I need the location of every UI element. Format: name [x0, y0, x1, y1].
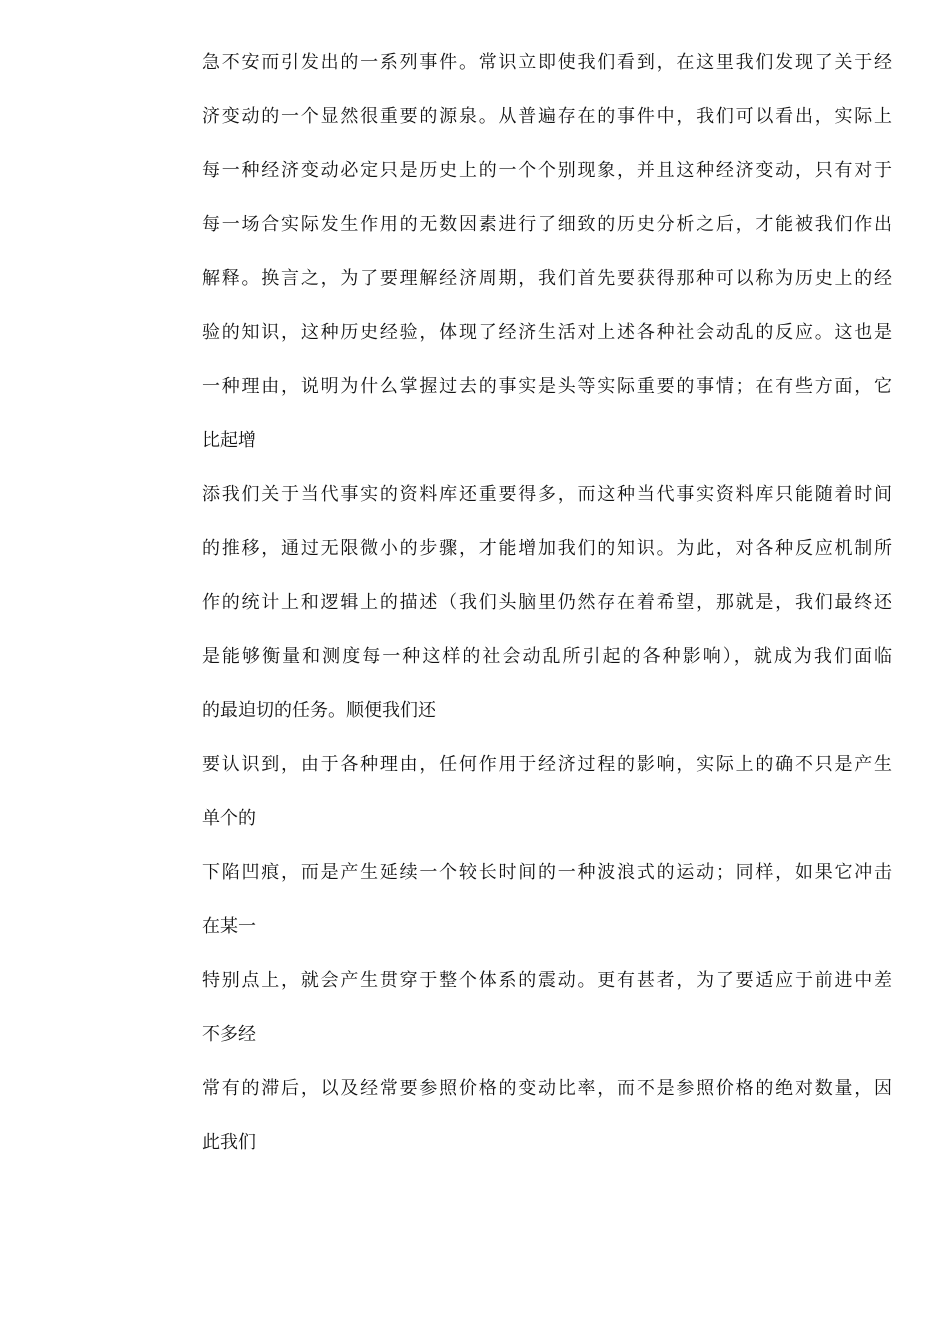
text-line: 在某一: [202, 916, 256, 937]
text-line: 的最迫切的任务。顺便我们还: [202, 700, 436, 721]
text-line: 的推移，通过无限微小的步骤，才能增加我们的知识。为此，对各种反应机制所: [202, 538, 892, 559]
text-line: 比起增: [202, 430, 256, 451]
text-line: 济变动的一个显然很重要的源泉。从普遍存在的事件中，我们可以看出，实际上: [202, 106, 892, 127]
text-line: 急不安而引发出的一系列事件。常识立即使我们看到，在这里我们发现了关于经: [202, 52, 892, 73]
text-line: 验的知识，这种历史经验，体现了经济生活对上述各种社会动乱的反应。这也是: [202, 322, 892, 343]
body-text: [202, 46, 892, 1180]
text-line: 解释。换言之，为了要理解经济周期，我们首先要获得那种可以称为历史上的经: [202, 268, 892, 289]
text-line: 下陷凹痕，而是产生延续一个较长时间的一种波浪式的运动；同样，如果它冲击: [202, 862, 892, 883]
text-line: 此我们: [202, 1132, 256, 1153]
text-line: 常有的滞后，以及经常要参照价格的变动比率，而不是参照价格的绝对数量，因: [202, 1078, 892, 1099]
text-line: 不多经: [202, 1024, 256, 1045]
text-line: 每一场合实际发生作用的无数因素进行了细致的历史分析之后，才能被我们作出: [202, 214, 892, 235]
text-line: 要认识到，由于各种理由，任何作用于经济过程的影响，实际上的确不只是产生: [202, 754, 892, 775]
text-line: 一种理由，说明为什么掌握过去的事实是头等实际重要的事情；在有些方面，它: [202, 376, 892, 397]
text-line: 特别点上，就会产生贯穿于整个体系的震动。更有甚者，为了要适应于前进中差: [202, 970, 892, 991]
text-line: 每一种经济变动必定只是历史上的一个个别现象，并且这种经济变动，只有对于: [202, 160, 892, 181]
text-line: 单个的: [202, 808, 256, 829]
text-line: 作的统计上和逻辑上的描述（我们头脑里仍然存在着希望，那就是，我们最终还: [202, 592, 892, 613]
text-line: 添我们关于当代事实的资料库还重要得多，而这种当代事实资料库只能随着时间: [202, 484, 892, 505]
text-line: 是能够衡量和测度每一种这样的社会动乱所引起的各种影响），就成为我们面临: [202, 646, 892, 667]
